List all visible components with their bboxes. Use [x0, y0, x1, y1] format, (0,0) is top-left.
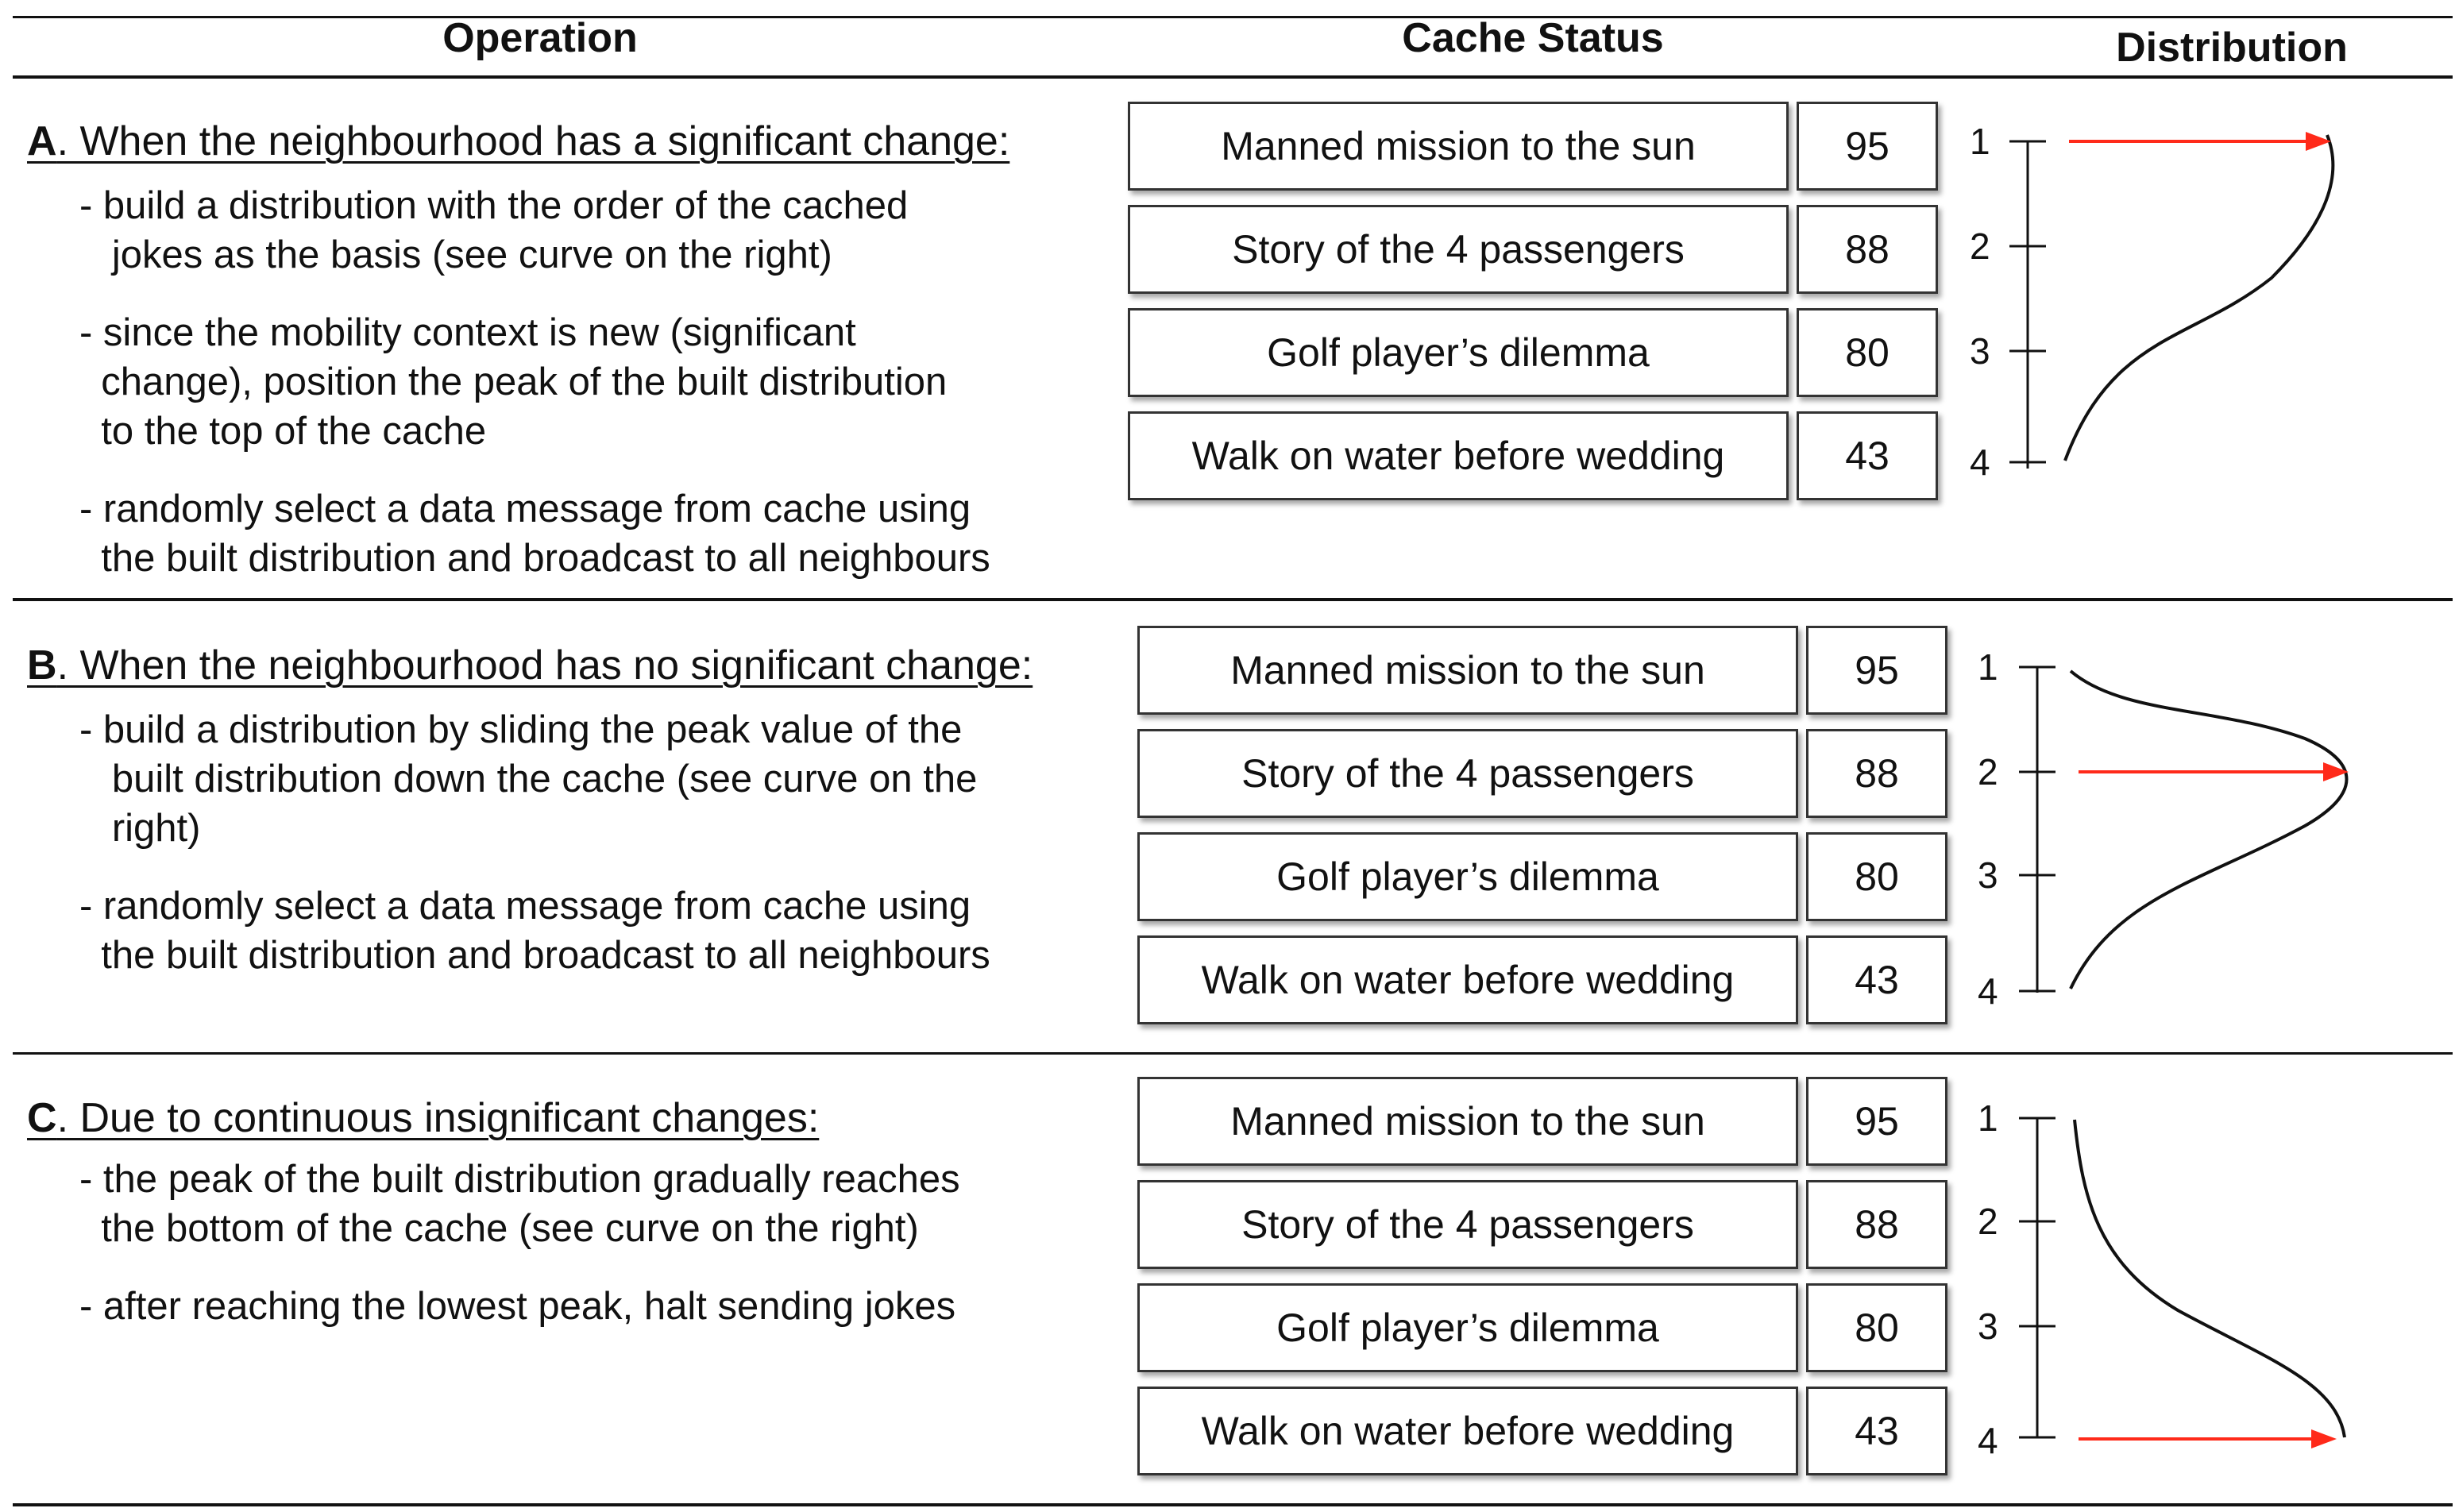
cache-item-score: 95 [1797, 102, 1938, 191]
cache-item-name: Golf player’s dilemma [1137, 832, 1798, 921]
header-rule [13, 75, 2453, 79]
top-rule [13, 16, 2453, 18]
axis-tick-label: 1 [1978, 1097, 1998, 1139]
axis-tick-label: 3 [1970, 330, 1990, 372]
cache-item-score: 43 [1806, 935, 1947, 1024]
cache-item-score: 80 [1806, 832, 1947, 921]
peak-arrow-head [2311, 1429, 2337, 1448]
section-b-letter: B [27, 642, 57, 688]
cache-item-score: 95 [1806, 1077, 1947, 1166]
cache-item-name: Golf player’s dilemma [1137, 1283, 1798, 1372]
cache-item-name: Golf player’s dilemma [1128, 308, 1789, 397]
section-b-bullet-2: - randomly select a data message from cache using the built distribution and broadcast to all neighbours [79, 885, 990, 977]
cache-item-score: 80 [1797, 308, 1938, 397]
distribution-plot-c [1963, 1088, 2440, 1469]
section-a-bullet-3: - randomly select a data message from cache using the built distribution and broadcast to all neighbours [79, 488, 990, 580]
cache-item-score: 88 [1806, 1180, 1947, 1269]
distribution-plot-a [1954, 111, 2430, 492]
axis-tick-label: 3 [1978, 1306, 1998, 1347]
section-a-heading-text: . When the neighbourhood has a significant change: [56, 118, 1010, 164]
cache-item-name: Story of the 4 passengers [1128, 205, 1789, 294]
distribution-curve [2065, 135, 2333, 461]
cache-item-name: Manned mission to the sun [1128, 102, 1789, 191]
header-operation: Operation [442, 15, 638, 61]
peak-arrow-head [2323, 762, 2349, 781]
cache-item-name: Story of the 4 passengers [1137, 729, 1798, 818]
section-c-letter: C [27, 1095, 57, 1141]
cache-item-name: Manned mission to the sun [1137, 626, 1798, 715]
axis-tick-label: 3 [1978, 854, 1998, 896]
axis-tick-label: 2 [1970, 226, 1990, 267]
distribution-plot-b [1963, 635, 2440, 1016]
distribution-curve [2071, 671, 2347, 989]
axis-tick-label: 4 [1978, 970, 1998, 1012]
cache-item-score: 43 [1797, 411, 1938, 500]
cache-item-score: 43 [1806, 1387, 1947, 1475]
header-cache-status: Cache Status [1402, 15, 1664, 61]
section-b-heading [27, 642, 1033, 689]
axis-tick-label: 1 [1970, 121, 1990, 162]
axis-tick-label: 2 [1978, 751, 1998, 793]
axis-tick-label: 4 [1970, 442, 1990, 483]
axis-tick-label: 1 [1978, 646, 1998, 688]
cache-item-score: 88 [1797, 205, 1938, 294]
section-c-bullet-1: - the peak of the built distribution gradually reaches the bottom of the cache (see curve on the right) [79, 1158, 960, 1250]
section-a-bullet-2: - since the mobility context is new (significant change), position the peak of the built distribution to the top of the cache [79, 311, 948, 453]
cache-item-name: Manned mission to the sun [1137, 1077, 1798, 1166]
section-divider-ab [13, 598, 2453, 601]
section-divider-bc [13, 1052, 2453, 1055]
bottom-rule [13, 1503, 2453, 1506]
section-a-letter: A [27, 118, 57, 164]
axis-tick-label: 4 [1978, 1420, 1998, 1461]
cache-item-score: 95 [1806, 626, 1947, 715]
cache-item-name: Walk on water before wedding [1128, 411, 1789, 500]
cache-item-name: Walk on water before wedding [1137, 935, 1798, 1024]
cache-item-name: Story of the 4 passengers [1137, 1180, 1798, 1269]
section-b-bullet-1: - build a distribution by sliding the peak value of the built distribution down the cache (see curve on the right) [79, 708, 978, 850]
peak-arrow-head [2306, 132, 2331, 151]
cache-item-name: Walk on water before wedding [1137, 1387, 1798, 1475]
section-c-bullet-2: - after reaching the lowest peak, halt sending jokes [79, 1285, 956, 1328]
section-a-heading [27, 118, 1009, 165]
section-b-heading-text: . When the neighbourhood has no significant change: [56, 642, 1033, 688]
distribution-curve [2075, 1120, 2345, 1437]
section-a-bullet-1: - build a distribution with the order of the cached jokes as the basis (see curve on the right) [79, 184, 909, 276]
header-distribution: Distribution [2116, 25, 2348, 71]
cache-item-score: 88 [1806, 729, 1947, 818]
axis-tick-label: 2 [1978, 1201, 1998, 1242]
cache-item-score: 80 [1806, 1283, 1947, 1372]
section-c-heading-text: . Due to continuous insignificant changes: [56, 1095, 820, 1141]
section-c-heading [27, 1094, 819, 1142]
